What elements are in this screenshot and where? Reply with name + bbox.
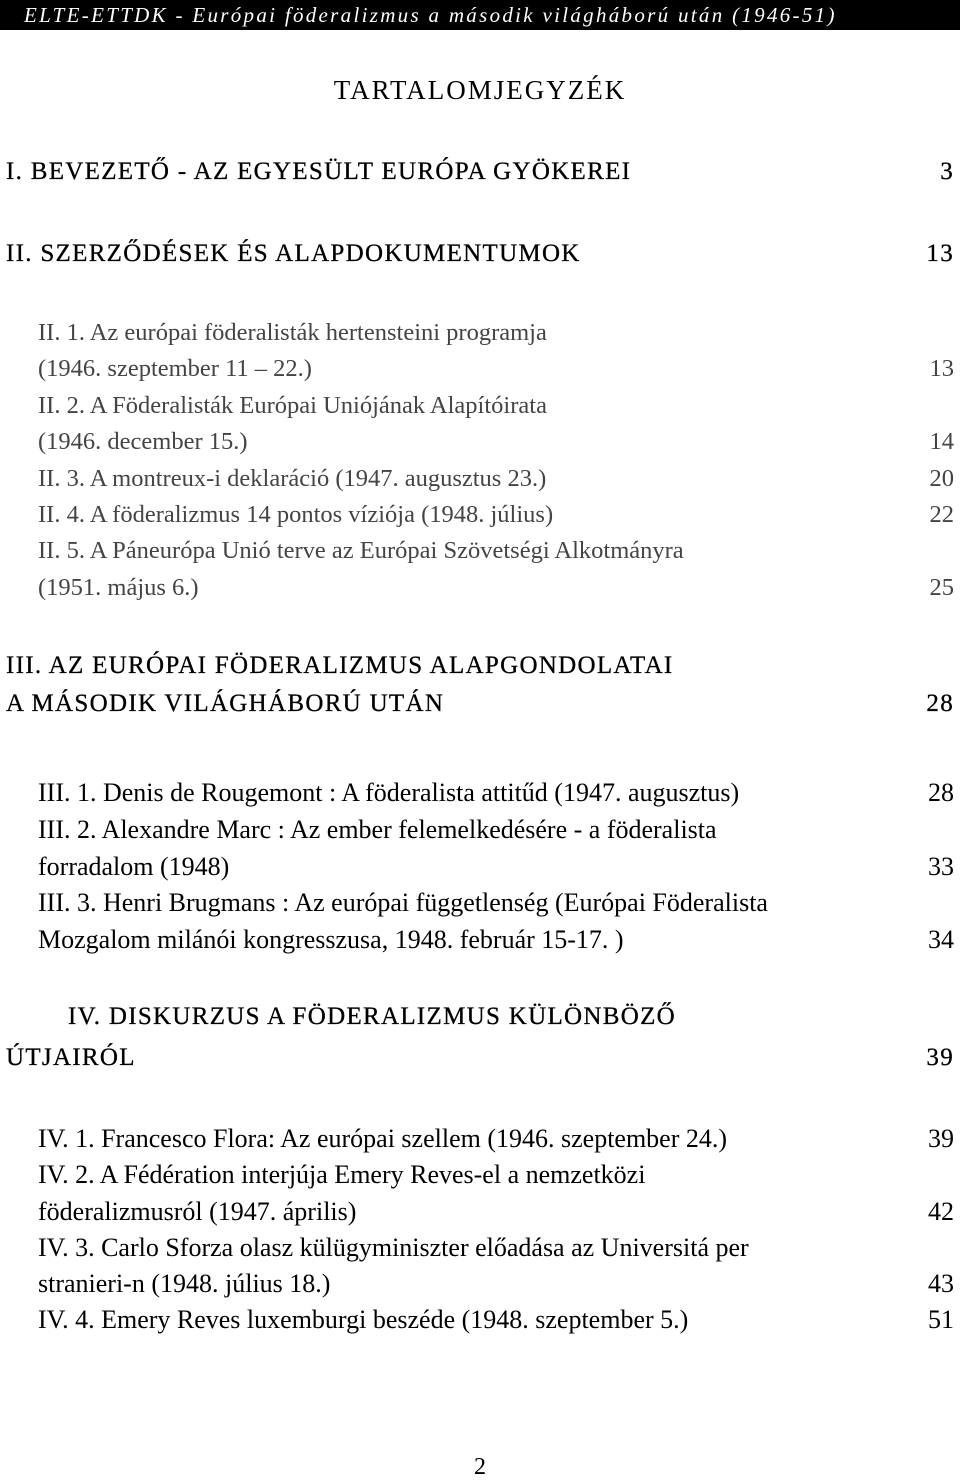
entry-page: 28 xyxy=(928,778,954,807)
section-page: 28 xyxy=(926,690,954,717)
section-title: III. AZ EURÓPAI FÖDERALIZMUS ALAPGONDOLATAI xyxy=(6,652,674,679)
entry-text: II. 1. Az európai föderalisták hertensteini programja xyxy=(38,319,547,346)
toc-section-1[interactable] xyxy=(6,153,954,191)
toc-entry[interactable] xyxy=(38,812,954,849)
entry-text: föderalizmusról (1947. április) xyxy=(38,1196,357,1226)
entry-page: 14 xyxy=(929,428,954,456)
section-title-continued: ÚTJAIRÓL xyxy=(6,1044,136,1071)
section-title: IV. DISKURZUS A FÖDERALIZMUS KÜLÖNBÖZŐ xyxy=(68,1003,677,1030)
entry-text: III. 1. Denis de Rougemont : A föderalista attitűd (1947. augusztus) xyxy=(38,778,740,807)
section-title: II. SZERZŐDÉSEK ÉS ALAPDOKUMENTUMOK xyxy=(6,240,581,267)
toc-entry[interactable] xyxy=(38,461,954,497)
entry-text: III. 3. Henri Brugmans : Az európai függetlenség (Európai Föderalista xyxy=(38,888,768,918)
entry-page: 42 xyxy=(928,1196,954,1226)
entry-page: 22 xyxy=(929,501,954,529)
entry-text: Mozgalom milánói kongresszusa, 1948. február 15-17. ) xyxy=(38,925,624,955)
section-3-entries xyxy=(38,775,954,959)
toc-entry[interactable] xyxy=(38,922,954,959)
section-page: 13 xyxy=(926,240,954,267)
entry-text: II. 5. A Páneurópa Unió terve az Európai Szövetségi Alkotmányra xyxy=(38,537,684,565)
section-4-entries xyxy=(38,1121,954,1339)
running-header xyxy=(0,0,960,30)
entry-page: 39 xyxy=(928,1124,954,1153)
entry-page: 33 xyxy=(928,851,954,881)
section-title-continued: A MÁSODIK VILÁGHÁBORÚ UTÁN xyxy=(6,690,445,717)
entry-text: IV. 1. Francesco Flora: Az európai szellem (1946. szeptember 24.) xyxy=(38,1124,728,1153)
entry-text: II. 2. A Föderalisták Európai Uniójának Alapítóirata xyxy=(38,391,547,419)
entry-text: IV. 4. Emery Reves luxemburgi beszéde (1948. szeptember 5.) xyxy=(38,1305,689,1335)
entry-text: II. 4. A föderalizmus 14 pontos víziója (1948. július) xyxy=(38,501,554,529)
section-page: 39 xyxy=(926,1044,954,1071)
entry-text: IV. 3. Carlo Sforza olasz külügyminiszter előadása az Universitá per xyxy=(38,1232,749,1262)
entry-text: (1946. december 15.) xyxy=(38,428,248,456)
entry-text: forradalom (1948) xyxy=(38,851,230,881)
toc-entry[interactable] xyxy=(38,388,954,424)
toc-section-4[interactable] xyxy=(6,998,954,1077)
toc-entry[interactable] xyxy=(38,315,954,351)
toc-entry[interactable] xyxy=(38,849,954,886)
toc-entry[interactable] xyxy=(38,1157,954,1193)
entry-text: (1946. szeptember 11 – 22.) xyxy=(38,355,312,383)
toc-entry[interactable] xyxy=(38,885,954,922)
entry-page: 13 xyxy=(929,355,954,383)
toc-entry[interactable] xyxy=(38,775,954,812)
entry-page: 34 xyxy=(928,925,954,955)
toc-section-3[interactable] xyxy=(6,647,954,723)
entry-text: (1951. május 6.) xyxy=(38,573,199,601)
entry-page: 51 xyxy=(928,1305,954,1335)
toc-entry[interactable] xyxy=(38,1266,954,1302)
section-page: 3 xyxy=(940,158,954,185)
toc-entry[interactable] xyxy=(38,1194,954,1230)
page-number: 2 xyxy=(474,1454,486,1480)
toc-title: TARTALOMJEGYZÉK xyxy=(333,75,627,105)
toc-entry[interactable] xyxy=(38,351,954,387)
toc-entry[interactable] xyxy=(38,424,954,460)
toc-entry[interactable] xyxy=(38,570,954,606)
entry-page: 43 xyxy=(928,1269,954,1299)
entry-text: III. 2. Alexandre Marc : Az ember felemelkedésére - a föderalista xyxy=(38,814,717,844)
entry-text: IV. 2. A Fédération interjúja Emery Reves-el a nemzetközi xyxy=(38,1160,646,1190)
toc-section-2[interactable] xyxy=(6,235,954,273)
entry-text: II. 3. A montreux-i deklaráció (1947. augusztus 23.) xyxy=(38,464,547,492)
running-header-text: ELTE-ETTDK - Európai föderalizmus a második világháború után (1946-51) xyxy=(24,3,837,27)
toc-entry[interactable] xyxy=(38,1302,954,1338)
toc-entry[interactable] xyxy=(38,1121,954,1157)
toc-entry[interactable] xyxy=(38,1230,954,1266)
toc-entry[interactable] xyxy=(38,497,954,533)
section-2-entries xyxy=(38,315,954,606)
entry-page: 20 xyxy=(929,464,954,492)
entry-text: stranieri-n (1948. július 18.) xyxy=(38,1269,331,1299)
toc-entry[interactable] xyxy=(38,533,954,569)
section-title: I. BEVEZETŐ - AZ EGYESÜLT EURÓPA GYÖKEREI xyxy=(6,158,632,185)
entry-page: 25 xyxy=(929,573,954,601)
